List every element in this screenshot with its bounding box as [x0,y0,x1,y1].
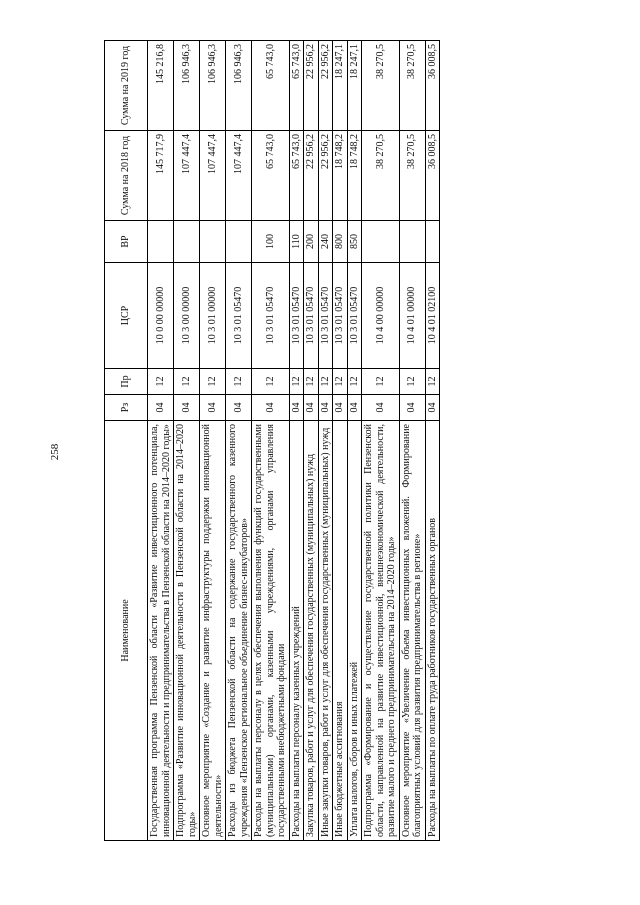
row-sum-2018-cell: 107 447,4 [226,131,252,221]
row-csr-cell: 10 3 01 05470 [226,263,252,369]
row-csr-cell: 10 3 01 05470 [304,263,319,369]
row-pr-cell: 12 [347,369,362,395]
row-pr-cell: 12 [318,369,333,395]
row-sum-2018-cell: 107 447,4 [200,131,226,221]
row-rz-cell: 04 [304,395,319,421]
row-sum-2018-cell: 36 008,5 [425,131,440,221]
budget-table [104,40,440,841]
row-vr-cell [226,221,252,263]
row-sum-2019-cell: 38 270,5 [362,41,400,131]
row-vr-cell [425,221,440,263]
row-csr-cell: 10 3 01 05470 [347,263,362,369]
row-rz-cell: 04 [425,395,440,421]
row-vr-cell [200,221,226,263]
row-csr-cell: 10 3 01 05470 [252,263,290,369]
row-sum-2018-cell: 107 447,4 [174,131,200,221]
row-sum-2019-cell: 65 743,0 [252,41,290,131]
row-rz-cell: 04 [362,395,400,421]
row-rz-cell: 04 [226,395,252,421]
row-name-cell: Государственная программа Пензенской области «Развитие инвестиционного потенциала, инновационной деятельности и предпринимательства в Пензенской области на 2014–2020 годы» [148,421,174,841]
row-rz-cell: 04 [174,395,200,421]
row-pr-cell: 12 [148,369,174,395]
row-sum-2018-cell: 65 743,0 [289,131,304,221]
row-pr-cell: 12 [333,369,348,395]
row-pr-cell: 12 [399,369,425,395]
row-sum-2018-cell: 38 270,5 [362,131,400,221]
row-csr-cell: 10 3 00 00000 [174,263,200,369]
row-rz-cell: 04 [347,395,362,421]
row-sum-2018-cell: 18 748,2 [333,131,348,221]
row-vr-cell: 200 [304,221,319,263]
row-vr-cell [148,221,174,263]
row-vr-cell [362,221,400,263]
row-rz-cell: 04 [252,395,290,421]
header-rz: Рз [105,395,148,421]
row-pr-cell: 12 [304,369,319,395]
table-header-row [105,41,148,841]
row-rz-cell: 04 [399,395,425,421]
row-csr-cell: 10 3 01 05470 [318,263,333,369]
table-row [174,41,200,841]
row-csr-cell: 10 3 01 05470 [289,263,304,369]
row-sum-2019-cell: 22 956,2 [318,41,333,131]
row-vr-cell: 850 [347,221,362,263]
table-row [148,41,174,841]
table-row [425,41,440,841]
row-pr-cell: 12 [226,369,252,395]
row-pr-cell: 12 [252,369,290,395]
row-sum-2019-cell: 145 216,8 [148,41,174,131]
row-rz-cell: 04 [333,395,348,421]
row-csr-cell: 10 4 01 02100 [425,263,440,369]
row-csr-cell: 10 3 01 05470 [333,263,348,369]
row-sum-2018-cell: 65 743,0 [252,131,290,221]
row-name-cell: Подпрограмма «Формирование и осуществление государственной политики Пензенской области, направленной на развитие инвестиционной, внешнеэкономической деятельности, развитие малого и среднего предпринимательства на 2014–2020 годы» [362,421,400,841]
row-sum-2019-cell: 106 946,3 [226,41,252,131]
page-number: 258 [49,443,61,461]
row-pr-cell: 12 [362,369,400,395]
row-csr-cell: 10 3 01 00000 [200,263,226,369]
row-name-cell: Иные бюджетные ассигнования [333,421,348,841]
table-row [399,41,425,841]
row-vr-cell: 800 [333,221,348,263]
row-name-cell: Основное мероприятие «Создание и развитие инфраструктуры поддержки инновационной деятельности» [200,421,226,841]
header-name: Наименование [105,421,148,841]
row-vr-cell [174,221,200,263]
rotated-table-container [104,41,535,841]
table-row [252,41,290,841]
row-pr-cell: 12 [200,369,226,395]
header-pr: Пр [105,369,148,395]
row-vr-cell: 100 [252,221,290,263]
row-sum-2019-cell: 38 270,5 [399,41,425,131]
row-pr-cell: 12 [289,369,304,395]
row-vr-cell [399,221,425,263]
table-row [362,41,400,841]
row-name-cell: Иные закупки товаров, работ и услуг для обеспечения государственных (муниципальных) нужд [318,421,333,841]
row-sum-2019-cell: 106 946,3 [174,41,200,131]
row-name-cell: Расходы на выплаты персоналу в целях обеспечения выполнения функций государственными (муниципальными) органами, казенными учреждениями, органами управления государственными внебюджетными фондами [252,421,290,841]
row-sum-2019-cell: 106 946,3 [200,41,226,131]
row-rz-cell: 04 [318,395,333,421]
row-rz-cell: 04 [289,395,304,421]
row-rz-cell: 04 [148,395,174,421]
row-csr-cell: 10 0 00 00000 [148,263,174,369]
row-name-cell: Основное мероприятие «Увеличение объема инвестиционных вложений. Формирование благоприятных условий для развития предпринимательства в регионе» [399,421,425,841]
row-sum-2018-cell: 22 956,2 [318,131,333,221]
row-name-cell: Расходы на выплаты по оплате труда работников государственных органов [425,421,440,841]
row-sum-2019-cell: 18 247,1 [333,41,348,131]
row-name-cell: Подпрограмма «Развитие инновационной деятельности в Пензенской области на 2014–2020 годы» [174,421,200,841]
row-sum-2018-cell: 22 956,2 [304,131,319,221]
table-body [148,41,440,841]
row-name-cell: Закупка товаров, работ и услуг для обеспечения государственных (муниципальных) нужд [304,421,319,841]
table-row [200,41,226,841]
header-sum-2018: Сумма на 2018 год [105,131,148,221]
row-name-cell: Уплата налогов, сборов и иных платежей [347,421,362,841]
row-vr-cell: 110 [289,221,304,263]
row-sum-2019-cell: 22 956,2 [304,41,319,131]
table-row [304,41,319,841]
row-sum-2018-cell: 145 717,9 [148,131,174,221]
row-vr-cell: 240 [318,221,333,263]
table-row [318,41,333,841]
row-sum-2019-cell: 36 008,5 [425,41,440,131]
row-pr-cell: 12 [174,369,200,395]
row-sum-2018-cell: 18 748,2 [347,131,362,221]
table-row [289,41,304,841]
row-sum-2019-cell: 18 247,1 [347,41,362,131]
table-row [226,41,252,841]
table-row [333,41,348,841]
row-csr-cell: 10 4 01 00000 [399,263,425,369]
row-sum-2019-cell: 65 743,0 [289,41,304,131]
header-csr: ЦСР [105,263,148,369]
row-pr-cell: 12 [425,369,440,395]
table-row [347,41,362,841]
row-name-cell: Расходы на выплаты персоналу казенных учреждений [289,421,304,841]
row-name-cell: Расходы из бюджета Пензенской области на содержание государственного казенного учреждения «Пензенское региональное объединение бизнес-инкубаторов» [226,421,252,841]
row-rz-cell: 04 [200,395,226,421]
header-sum-2019: Сумма на 2019 год [105,41,148,131]
row-sum-2018-cell: 38 270,5 [399,131,425,221]
header-vr: ВР [105,221,148,263]
row-csr-cell: 10 4 00 00000 [362,263,400,369]
